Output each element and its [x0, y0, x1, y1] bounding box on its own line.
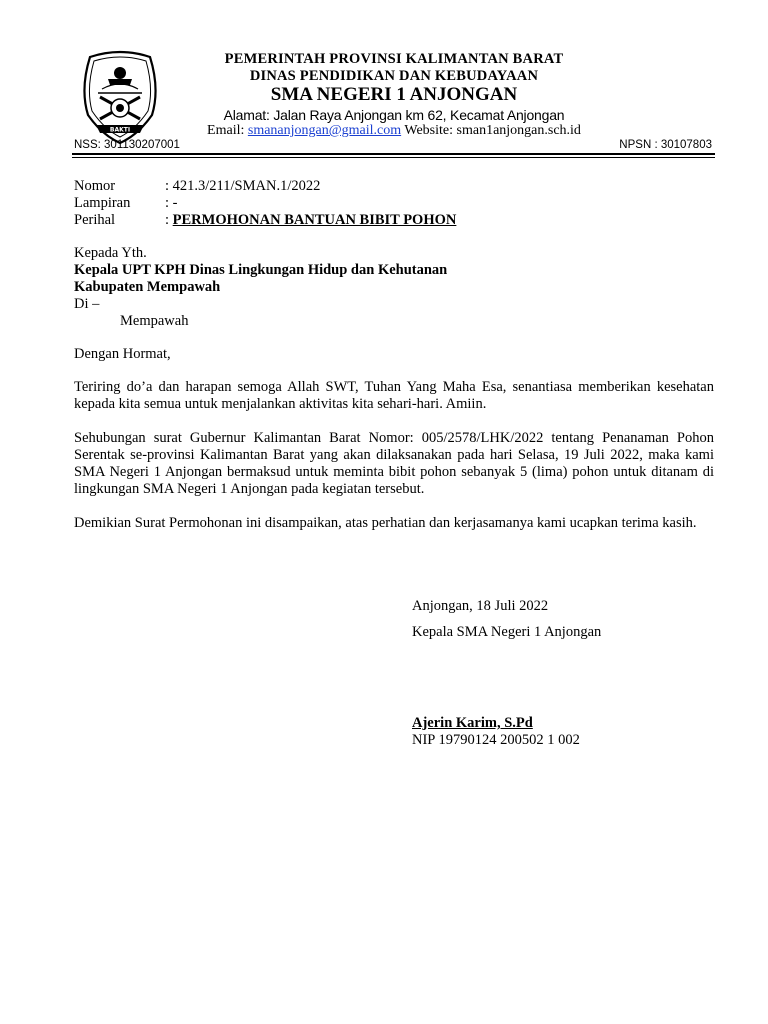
signature-place-date: Anjongan, 18 Juli 2022	[412, 598, 549, 614]
email-link[interactable]: smananjongan@gmail.com	[247, 123, 402, 138]
header-line-department: DINAS PENDIDIKAN DAN KEBUDAYAAN	[249, 68, 539, 84]
lampiran-value: : -	[165, 195, 178, 211]
header-school-name: SMA NEGERI 1 ANJONGAN	[270, 84, 518, 105]
signature-name: Ajerin Karim, S.Pd	[412, 715, 533, 731]
school-emblem-icon	[78, 49, 162, 145]
greeting: Dengan Hormat,	[74, 346, 171, 362]
header-line-province: PEMERINTAH PROVINSI KALIMANTAN BARAT	[224, 51, 564, 67]
perihal-colon: :	[165, 212, 170, 228]
header-divider-thick	[72, 153, 715, 155]
recipient-name-line1: Kepala UPT KPH Dinas Lingkungan Hidup dan Kehutanan	[74, 262, 448, 278]
recipient-place: Mempawah	[120, 313, 189, 329]
perihal-label: Perihal	[74, 212, 116, 228]
signature-position: Kepala SMA Negeri 1 Anjongan	[412, 624, 602, 640]
header-address: Alamat: Jalan Raya Anjongan km 62, Kecamat Anjongan	[223, 107, 565, 123]
npsn-number: NPSN : 30107803	[619, 139, 712, 151]
website-text: Website: sman1anjongan.sch.id	[404, 123, 581, 138]
paragraph-3: Demikian Surat Permohonan ini disampaikan, atas perhatian dan kerjasamanya kami ucapkan terima kasih.	[74, 515, 697, 531]
paragraph-1: Teriring do’a dan harapan semoga Allah SWT, Tuhan Yang Maha Esa, senantiasa memberikan kesehatan kepada kita semua untuk menjalankan aktivitas kita sehari-hari. Amiin.	[74, 379, 714, 412]
perihal-row	[165, 212, 456, 229]
signature-nip: NIP 19790124 200502 1 002	[412, 732, 580, 748]
perihal-value: PERMOHONAN BANTUAN BIBIT POHON	[172, 212, 457, 228]
header-divider-thin	[72, 157, 715, 158]
header-contact	[160, 123, 628, 139]
paragraph-2: Sehubungan surat Gubernur Kalimantan Barat Nomor: 005/2578/LHK/2022 tentang Penanaman Pohon Serentak se-provinsi Kalimantan Barat yang akan dilaksanakan pada hari Selasa, 19 Juli 2022, maka kami SMA Negeri 1 Anjongan bermaksud untuk meminta bibit pohon sebanyak 5 (lima) pohon untuk ditanam di lingkungan SMA Negeri 1 Anjongan pada kegiatan tersebut.	[74, 430, 714, 497]
email-label: Email:	[207, 123, 245, 138]
emblem-banner: BAKTI	[109, 126, 131, 134]
recipient-di: Di –	[74, 296, 100, 312]
nomor-value: : 421.3/211/SMAN.1/2022	[165, 178, 321, 194]
nomor-label: Nomor	[74, 178, 116, 194]
recipient-salutation: Kepada Yth.	[74, 245, 147, 261]
nss-number: NSS: 301130207001	[74, 139, 180, 151]
recipient-name-line2: Kabupaten Mempawah	[74, 279, 221, 295]
lampiran-label: Lampiran	[74, 195, 131, 211]
